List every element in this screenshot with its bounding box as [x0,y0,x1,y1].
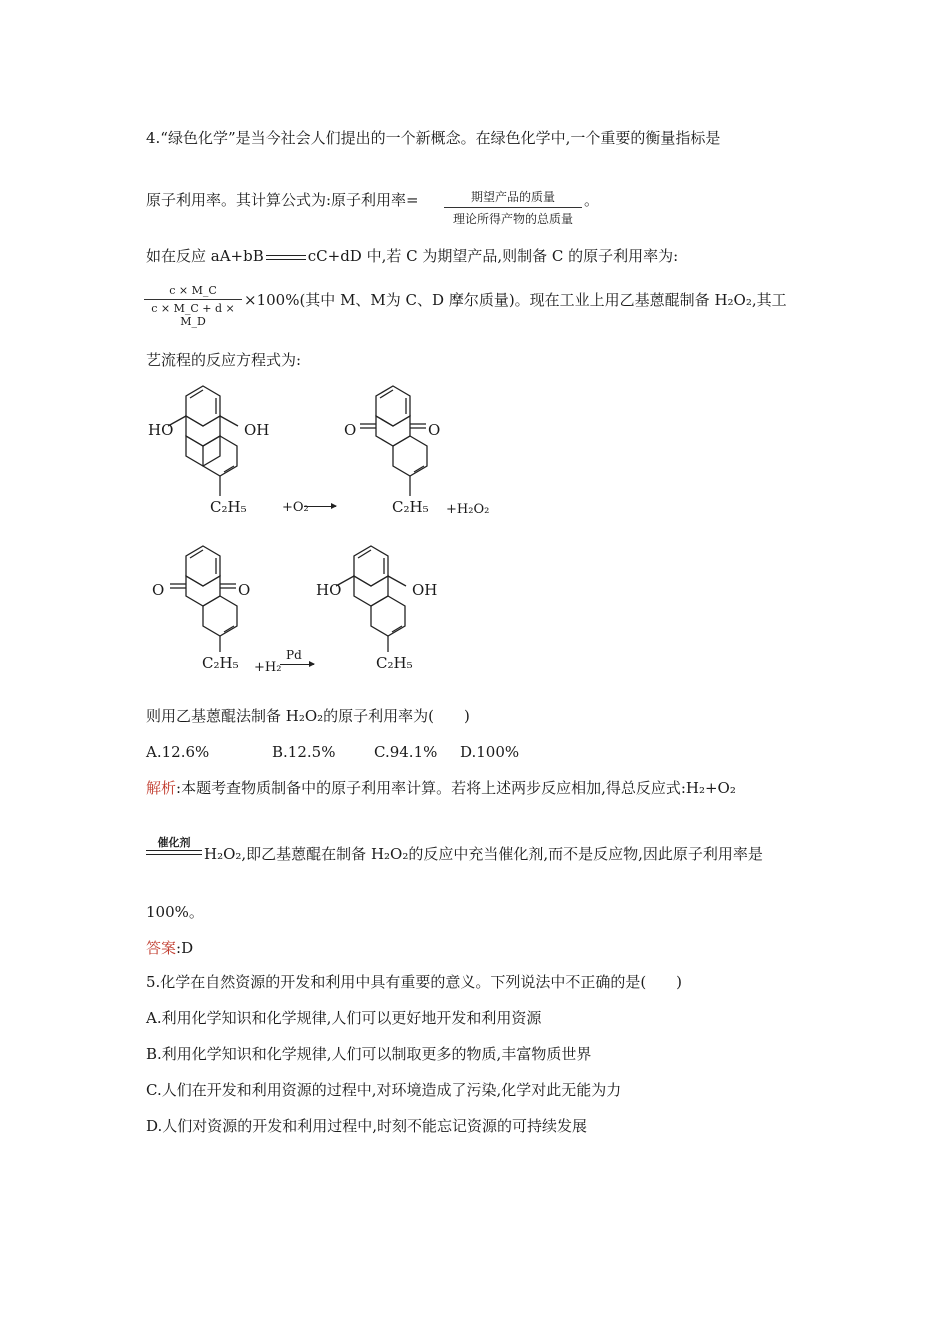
equals-sign [266,255,306,260]
label-ethyl: C₂H₅ [210,498,247,516]
q4-line2-prefix: 原子利用率。其计算公式为:原子利用率= [146,191,419,209]
label-ethyl: C₂H₅ [202,654,239,672]
q4-line3 [146,246,678,266]
c-utilization-fraction [144,284,242,328]
label-o-left: O [152,581,165,599]
reagent-h2: +H₂ [254,660,282,675]
q5-option-c: C.人们在开发和利用资源的过程中,对环境造成了污染,化学对此无能为力 [146,1081,622,1099]
reaction-arrow-2 [280,664,314,665]
q5-option-a: A.利用化学知识和化学规律,人们可以更好地开发和利用资源 [146,1009,542,1027]
reaction-arrow-1 [304,506,336,507]
fraction-denominator: 理论所得产物的总质量 [452,212,573,226]
label-o-right: O [238,581,251,599]
q4-line3-b: cC+dD 中,若 C 为期望产品,则制备 C 的原子利用率为: [307,247,679,265]
label-oh: OH [412,581,438,599]
option-c: C.94.1% [374,743,438,761]
option-a: A.12.6% [146,743,210,761]
q4-question: 则用乙基蒽醌法制备 H₂O₂的原子利用率为( ) [146,707,470,725]
q4-line2 [146,190,419,210]
analysis-line3: 100%。 [146,903,204,921]
q5-option-b: B.利用化学知识和化学规律,人们可以制取更多的物质,丰富物质世界 [146,1045,592,1063]
ethylanthrahydroquinone-structure-1 [148,378,288,518]
answer-label: 答案 [146,939,177,957]
option-d: D.100% [460,743,520,761]
atom-utilization-fraction [444,188,582,227]
label-o-right: O [428,421,441,439]
q4-line4: ×100%(其中 M、M为 C、D 摩尔质量)。现在工业上用乙基蒽醌制备 H₂O₂,其工 [244,291,787,309]
analysis-text-1: :本题考查物质制备中的原子利用率计算。若将上述两步反应相加,得总反应式:H₂+O₂ [176,779,736,797]
fraction2-denominator: c × M_C + d × M_D [151,302,235,328]
reagent-o2: +O₂ [282,500,309,515]
label-o-left: O [344,421,357,439]
label-ho: HO [316,581,342,599]
analysis-label: 解析 [146,779,177,797]
analysis-line2: H₂O₂,即乙基蒽醌在制备 H₂O₂的反应中充当催化剂,而不是反应物,因此原子利用率是 [204,845,763,863]
analysis-line1 [146,778,736,798]
ethylanthrahydroquinone-structure-2 [316,538,456,678]
ethylanthraquinone-structure-1 [338,378,478,518]
label-ho: HO [148,421,174,439]
answer-value: :D [176,939,194,957]
label-ethyl: C₂H₅ [392,498,429,516]
ethylanthraquinone-structure-2 [148,538,288,678]
q4-line2-suffix: 。 [584,191,600,209]
q5-option-d: D.人们对资源的开发和利用过程中,时刻不能忘记资源的可持续发展 [146,1117,588,1135]
catalyst-label: 催化剂 [157,836,191,849]
product-h2o2: +H₂O₂ [446,502,490,517]
label-oh: OH [244,421,270,439]
answer-line [146,938,193,958]
fraction-numerator: 期望产品的质量 [444,188,582,208]
q4-options [146,742,519,762]
catalyst-pd: Pd [286,648,302,662]
q5-stem: 5.化学在自然资源的开发和利用中具有重要的意义。下列说法中不正确的是( ) [146,973,683,991]
fraction2-numerator: c × M_C [144,284,242,300]
q4-line1: 4.“绿色化学”是当今社会人们提出的一个新概念。在绿色化学中,一个重要的衡量指标是 [146,129,721,147]
option-b: B.12.5% [272,743,336,761]
q4-line5: 艺流程的反应方程式为: [146,351,302,369]
catalyst-equals [146,850,202,855]
q4-line3-a: 如在反应 aA+bB [146,247,264,265]
label-ethyl: C₂H₅ [376,654,413,672]
